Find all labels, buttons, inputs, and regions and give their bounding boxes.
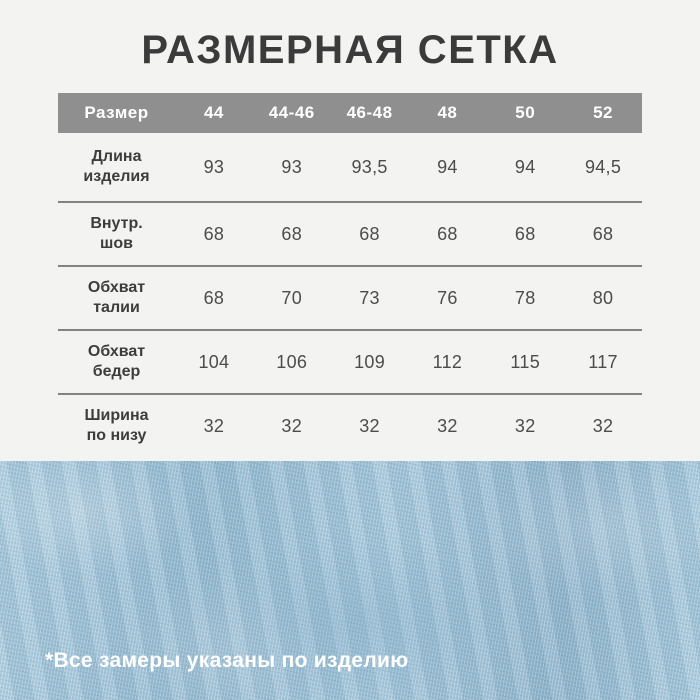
header-size-cell: 50 <box>515 103 536 122</box>
row-label: Внутр. шов <box>90 215 143 252</box>
row-value: 68 <box>514 223 536 244</box>
size-table <box>58 93 642 457</box>
table-row <box>58 133 642 201</box>
row-value: 76 <box>437 287 458 308</box>
row-value: 93,5 <box>351 156 388 177</box>
row-label: Длина изделия <box>83 148 150 185</box>
row-value: 68 <box>437 223 458 244</box>
row-value: 94 <box>514 156 536 177</box>
row-value: 94,5 <box>584 156 622 177</box>
row-value: 117 <box>588 351 618 372</box>
row-value: 106 <box>276 351 308 372</box>
header-size-label: Размер <box>84 103 149 122</box>
footnote: *Все замеры указаны по изделию <box>45 649 409 672</box>
row-value: 73 <box>359 287 380 308</box>
row-label: Обхват талии <box>87 279 146 316</box>
row-label: Ширина по низу <box>84 407 149 444</box>
row-value: 94 <box>437 156 458 177</box>
row-value: 32 <box>281 415 303 436</box>
header-size-cell: 46-48 <box>346 103 393 122</box>
row-value: 68 <box>359 223 380 244</box>
header-sizes <box>175 93 642 133</box>
row-value: 68 <box>203 223 225 244</box>
header-size-cell: 44 <box>203 103 224 122</box>
table-header-row <box>58 93 642 133</box>
row-value: 78 <box>514 287 536 308</box>
table-row <box>58 393 642 457</box>
row-value: 70 <box>281 287 303 308</box>
row-value: 112 <box>432 351 463 372</box>
row-value: 115 <box>510 351 541 372</box>
row-value: 68 <box>203 287 225 308</box>
header-size-cell: 44-46 <box>268 103 315 122</box>
table-row <box>58 265 642 329</box>
header-size-cell: 48 <box>437 103 458 122</box>
header-size-cell: 52 <box>593 103 614 122</box>
row-value: 32 <box>437 415 458 436</box>
row-value: 109 <box>354 351 386 372</box>
table-row <box>58 329 642 393</box>
table-rows <box>58 133 642 457</box>
row-value: 32 <box>514 415 536 436</box>
row-value: 68 <box>281 223 303 244</box>
row-value: 32 <box>203 415 225 436</box>
row-value: 32 <box>592 415 614 436</box>
row-label: Обхват бедер <box>87 343 146 380</box>
page-title: РАЗМЕРНАЯ СЕТКА <box>141 28 559 72</box>
row-value: 93 <box>281 156 303 177</box>
table-row <box>58 201 642 265</box>
row-value: 104 <box>198 351 230 372</box>
row-value: 80 <box>592 287 614 308</box>
row-value: 93 <box>203 156 225 177</box>
row-value: 68 <box>592 223 614 244</box>
row-value: 32 <box>359 415 380 436</box>
